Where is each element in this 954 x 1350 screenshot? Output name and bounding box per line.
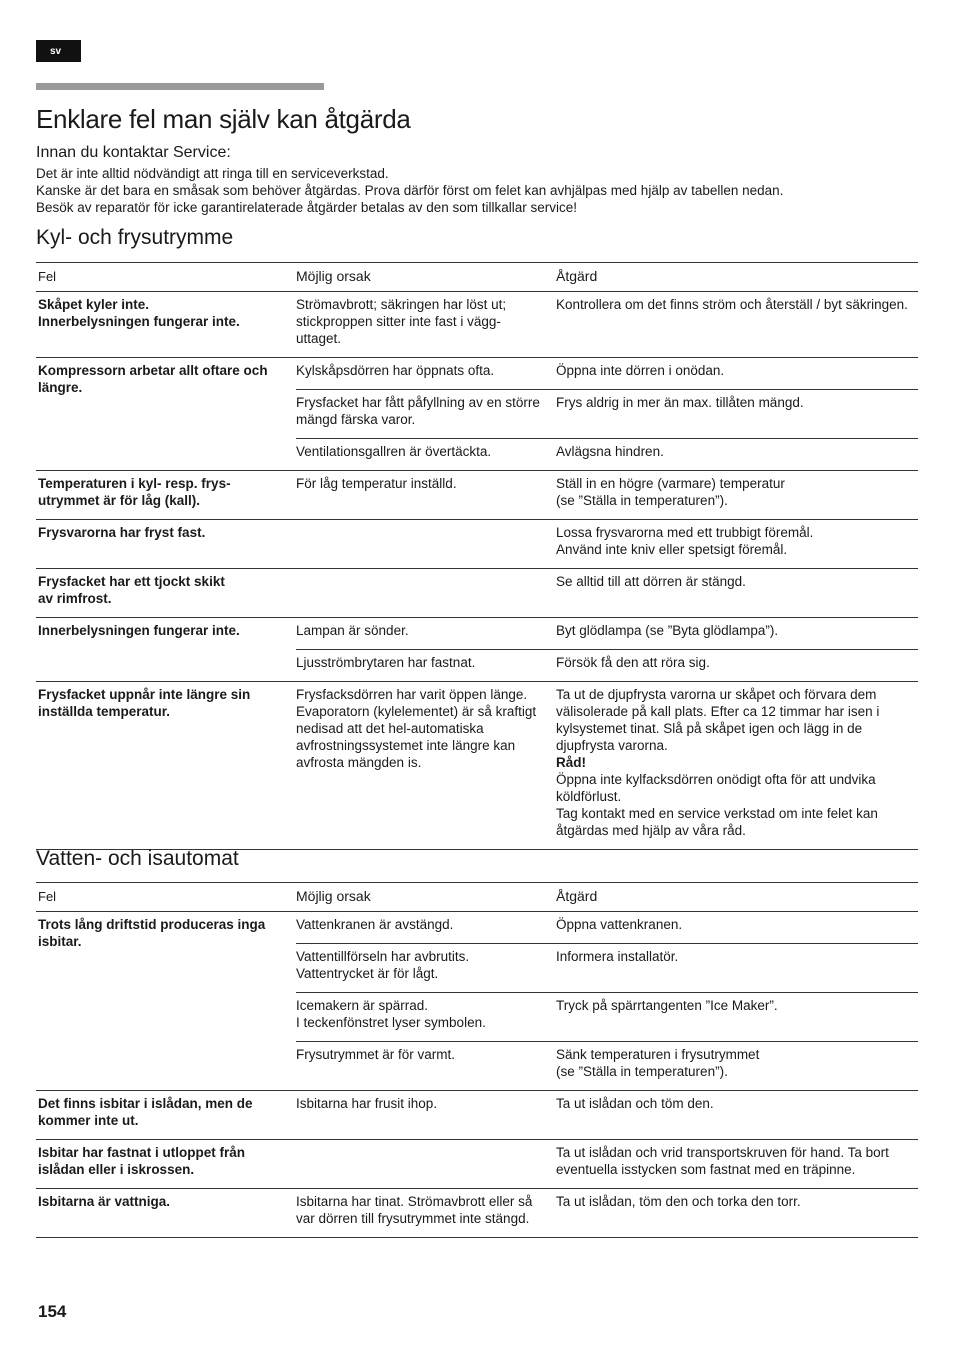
remedy-text: Informera installatör.	[556, 949, 679, 964]
column-header-orsak: Möjlig orsak	[296, 883, 556, 912]
column-header-atgard: Åtgärd	[556, 263, 918, 292]
intro-line: Besök av reparatör för icke garantirelaterade åtgärder betalas av den som tillkallar service!	[36, 200, 578, 215]
remedy-text: Ta ut islådan, töm den och torka den torr.	[556, 1194, 801, 1209]
remedy-text: Lossa frysvarorna med ett trubbigt föremål. Använd inte kniv eller spetsigt föremål.	[556, 525, 814, 557]
cause-cell: Ventilationsgallren är övertäckta.	[296, 439, 556, 471]
intro-text	[36, 165, 918, 216]
remedy-text: Byt glödlampa (se ”Byta glödlampa”).	[556, 623, 779, 638]
table-row	[36, 618, 918, 650]
intro-line: Kanske är det bara en småsak som behöver åtgärdas. Prova därför först om felet kan avhjälpas med hjälp av tabellen nedan.	[36, 183, 784, 198]
table-row	[36, 1140, 918, 1189]
intro-line: Det är inte alltid nödvändigt att ringa till en serviceverkstad.	[36, 166, 389, 181]
remedy-cell	[556, 1042, 918, 1091]
remedy-text: Avlägsna hindren.	[556, 444, 664, 459]
cause-cell	[296, 569, 556, 618]
language-badge: sv	[36, 40, 81, 62]
remedy-cell	[556, 390, 918, 439]
troubleshooting-table-kyl	[36, 262, 918, 850]
table-row	[36, 520, 918, 569]
remedy-text: Försök få den att röra sig.	[556, 655, 710, 670]
table-row	[36, 471, 918, 520]
remedy-cell	[556, 520, 918, 569]
remedy-cell	[556, 912, 918, 944]
remedy-text: Ta ut islådan och vrid transportskruven för hand. Ta bort eventuella isstycken som fastnat med en träpinne.	[556, 1145, 889, 1177]
fault-cell: Frysfacket har ett tjockt skikt av rimfrost.	[36, 569, 296, 618]
cause-cell: Vattenkranen är avstängd.	[296, 912, 556, 944]
intro-heading: Innan du kontaktar Service:	[36, 144, 231, 161]
cause-cell: Frysfacksdörren har varit öppen länge. Evaporatorn (kylelementet) är så kraftigt nedisad att det hel-automatiska avfrostningssystemet inte längre kan avfrosta mängden is.	[296, 682, 556, 850]
title-accent-bar	[36, 83, 324, 90]
table-row	[36, 569, 918, 618]
cause-cell	[296, 1140, 556, 1189]
column-header-fel: Fel	[36, 263, 296, 292]
remedy-cell	[556, 439, 918, 471]
cause-cell: Icemakern är spärrad. I teckenfönstret lyser symbolen.	[296, 993, 556, 1042]
remedy-cell	[556, 358, 918, 390]
remedy-cell	[556, 944, 918, 993]
table-row	[36, 358, 918, 390]
remedy-text: Öppna vattenkranen.	[556, 917, 683, 932]
remedy-cell	[556, 1189, 918, 1238]
fault-cell: Isbitarna är vattniga.	[36, 1189, 296, 1238]
table-row	[36, 682, 918, 850]
cause-cell: Frysfacket har fått påfyllning av en större mängd färska varor.	[296, 390, 556, 439]
cause-cell: Kylskåpsdörren har öppnats ofta.	[296, 358, 556, 390]
section-title-kyl: Kyl- och frysutrymme	[36, 226, 234, 249]
cause-cell: Vattentillförseln har avbrutits. Vattentrycket är för lågt.	[296, 944, 556, 993]
page-number: 154	[38, 1302, 67, 1321]
remedy-text: Ställ in en högre (varmare) temperatur (se ”Ställa in temperaturen”).	[556, 476, 785, 508]
remedy-text: Ta ut islådan och töm den.	[556, 1096, 714, 1111]
remedy-text: Se alltid till att dörren är stängd.	[556, 574, 746, 589]
cause-cell: Strömavbrott; säkringen har löst ut; stickproppen sitter inte fast i vägg-uttaget.	[296, 292, 556, 358]
troubleshooting-table-vatten	[36, 882, 918, 1238]
table-row	[36, 292, 918, 358]
column-header-fel: Fel	[36, 883, 296, 912]
column-header-orsak: Möjlig orsak	[296, 263, 556, 292]
fault-cell: Temperaturen i kyl- resp. frys-utrymmet är för låg (kall).	[36, 471, 296, 520]
advice-text: Öppna inte kylfacksdörren onödigt ofta för att undvika köldförlust. Tag kontakt med en service verkstad om inte felet kan åtgärdas med hjälp av våra råd.	[556, 772, 878, 838]
table-row	[36, 1189, 918, 1238]
table-row	[36, 912, 918, 944]
remedy-text: Kontrollera om det finns ström och återställ / byt säkringen.	[556, 297, 908, 312]
remedy-cell	[556, 993, 918, 1042]
column-header-atgard: Åtgärd	[556, 883, 918, 912]
section-title-vatten: Vatten- och isautomat	[36, 847, 239, 870]
cause-cell: Frysutrymmet är för varmt.	[296, 1042, 556, 1091]
fault-cell: Innerbelysningen fungerar inte.	[36, 618, 296, 682]
remedy-cell	[556, 682, 918, 850]
remedy-cell	[556, 1140, 918, 1189]
fault-cell: Det finns isbitar i islådan, men de kommer inte ut.	[36, 1091, 296, 1140]
remedy-cell	[556, 650, 918, 682]
fault-cell: Isbitar har fastnat i utloppet från islådan eller i iskrossen.	[36, 1140, 296, 1189]
remedy-text: Sänk temperaturen i frysutrymmet (se ”Ställa in temperaturen”).	[556, 1047, 760, 1079]
remedy-cell	[556, 1091, 918, 1140]
remedy-cell	[556, 618, 918, 650]
remedy-text: Ta ut de djupfrysta varorna ur skåpet och förvara dem välisolerade på kall plats. Efter ca 12 timmar har isen i kylsystemet tinat. Slå på skåpet igen och lägg in de djupfrysta varorna.	[556, 687, 880, 753]
cause-cell: Isbitarna har frusit ihop.	[296, 1091, 556, 1140]
fault-cell: Frysfacket uppnår inte längre sin inställda temperatur.	[36, 682, 296, 850]
advice-label: Råd!	[556, 755, 586, 770]
remedy-text: Öppna inte dörren i onödan.	[556, 363, 725, 378]
fault-cell: Kompressorn arbetar allt oftare och längre.	[36, 358, 296, 471]
intro-section	[36, 144, 918, 216]
remedy-cell	[556, 569, 918, 618]
remedy-cell	[556, 471, 918, 520]
page-title: Enklare fel man själv kan åtgärda	[36, 104, 411, 134]
cause-cell: Ljusströmbrytaren har fastnat.	[296, 650, 556, 682]
fault-cell: Frysvarorna har fryst fast.	[36, 520, 296, 569]
remedy-cell	[556, 292, 918, 358]
table-row	[36, 1091, 918, 1140]
cause-cell	[296, 520, 556, 569]
cause-cell: Lampan är sönder.	[296, 618, 556, 650]
fault-cell: Trots lång driftstid produceras inga isbitar.	[36, 912, 296, 1091]
remedy-text: Tryck på spärrtangenten ”Ice Maker”.	[556, 998, 778, 1013]
remedy-text: Frys aldrig in mer än max. tillåten mängd.	[556, 395, 804, 410]
fault-cell: Skåpet kyler inte. Innerbelysningen fungerar inte.	[36, 292, 296, 358]
cause-cell: Isbitarna har tinat. Strömavbrott eller så var dörren till frysutrymmet inte stängd.	[296, 1189, 556, 1238]
cause-cell: För låg temperatur inställd.	[296, 471, 556, 520]
